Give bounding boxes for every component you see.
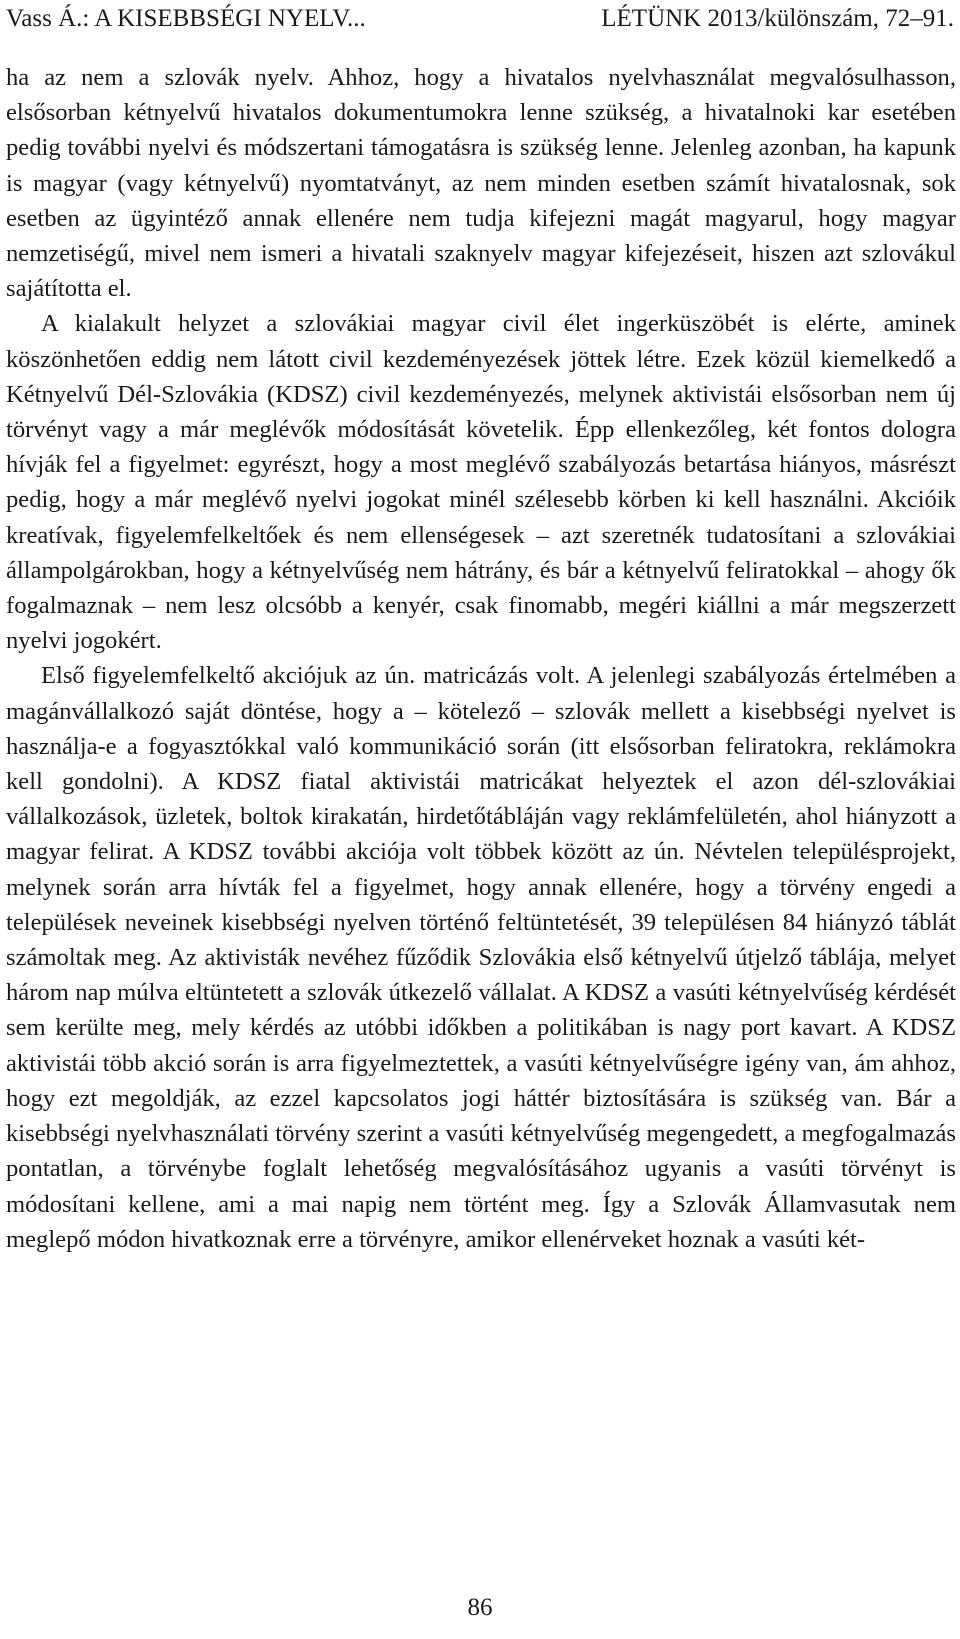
paragraph-1: ha az nem a szlovák nyelv. Ahhoz, hogy a hivatalos nyelvhasználat megvalósulhasson, elsősorban kétnyelvű hivatalos dokumentumokra lenne szükség, a hivatalnoki kar esetében pedig további nyelvi és módszertani támogatásra is szükség lenne. Jelenleg azonban, ha kapunk is magyar (vagy kétnyelvű) nyomtatványt, az nem minden esetben számít hivatalosnak, sok esetben az ügyintéző annak ellenére nem tudja kifejezni magát magyarul, hogy magyar nemzetiségű, mivel nem ismeri a hivatali szaknyelv magyar kifejezéseit, hiszen azt szlovákul sajátította el. — [6, 64, 956, 303]
header-author-title: Vass Á.: A KISEBBSÉGI NYELV... — [6, 5, 366, 32]
paragraph-3: Első figyelemfelkeltő akciójuk az ún. matricázás volt. A jelenlegi szabályozás értelmében a magánvállalkozó saját döntése, hogy a – kötelező – szlovák mellett a kisebbségi nyelvet is használja-e a fogyasztókkal való kommunikáció során (itt elsősorban feliratokra, reklámokra kell gondolni). A KDSZ fiatal aktivistái matricákat helyeztek el azon dél-szlovákiai vállalkozások, üzletek, boltok kirakatán, hirdetőtábláján vagy reklámfelületén, ahol hiányzott a magyar felirat. A KDSZ további akciója volt többek között az ún. Névtelen településprojekt, melynek során arra hívták fel a figyelmet, hogy annak ellenére, hogy a törvény engedi a települések neveinek kisebbségi nyelven történő feltüntetését, 39 településen 84 hiányzó táblát számoltak meg. Az aktivisták nevéhez fűződik Szlovákia első kétnyelvű útjelző táblája, melyet három nap múlva eltüntetett a szlovák útkezelő vállalat. A KDSZ a vasúti kétnyelvűség kérdését sem kerülte meg, mely kérdés az utóbbi időkben a politikában is nagy port kavart. A KDSZ aktivistái több akció során is arra figyelmeztettek, a vasúti kétnyelvűségre igény van, ám ahhoz, hogy ezt megoldják, az ezzel kapcsolatos jogi háttér biztosítására is szükség van. Bár a kisebbségi nyelvhasználati törvény szerint a vasúti kétnyelvűség megengedett, a megfogalmazás pontatlan, a törvénybe foglalt lehetőség megvalósításához ugyanis a vasúti törvényt is módosítani kellene, ami a mai napig nem történt meg. Így a Szlovák Államvasutak nem meglepő módon hivatkoznak erre a törvényre, amikor ellenérveket hoznak a vasúti két- — [6, 662, 956, 1253]
paragraph-2: A kialakult helyzet a szlovákiai magyar civil élet ingerküszöbét is elérte, aminek köszönhetően eddig nem látott civil kezdeményezések jöttek létre. Ezek közül kiemelkedő a Kétnyelvű Dél-Szlovákia (KDSZ) civil kezdeményezés, melynek aktivistái elsősorban nem új törvényt vagy a már meglévők módosítását követelik. Épp ellenkezőleg, két fontos dologra hívják fel a figyelmet: egyrészt, hogy a most meglévő szabályozás betartása hiányos, másrészt pedig, hogy a már meglévő nyelvi jogokat minél szélesebb körben ki kell használni. Akcióik kreatívak, figyelemfelkeltőek és nem ellenségesek – azt szeretnék tudatosítani a szlovákiai állampolgárokban, hogy a kétnyelvűség nem hátrány, és bár a kétnyelvű feliratokkal – ahogy ők fogalmaznak – nem lesz olcsóbb a kenyér, csak finomabb, megéri kiállni a már megszerzett nyelvi jogokért. — [6, 310, 956, 655]
running-header — [6, 2, 954, 38]
article-body — [6, 60, 956, 1257]
page-number: 86 — [467, 1594, 493, 1621]
header-journal-info: LÉTÜNK 2013/különszám, 72–91. — [601, 5, 954, 32]
